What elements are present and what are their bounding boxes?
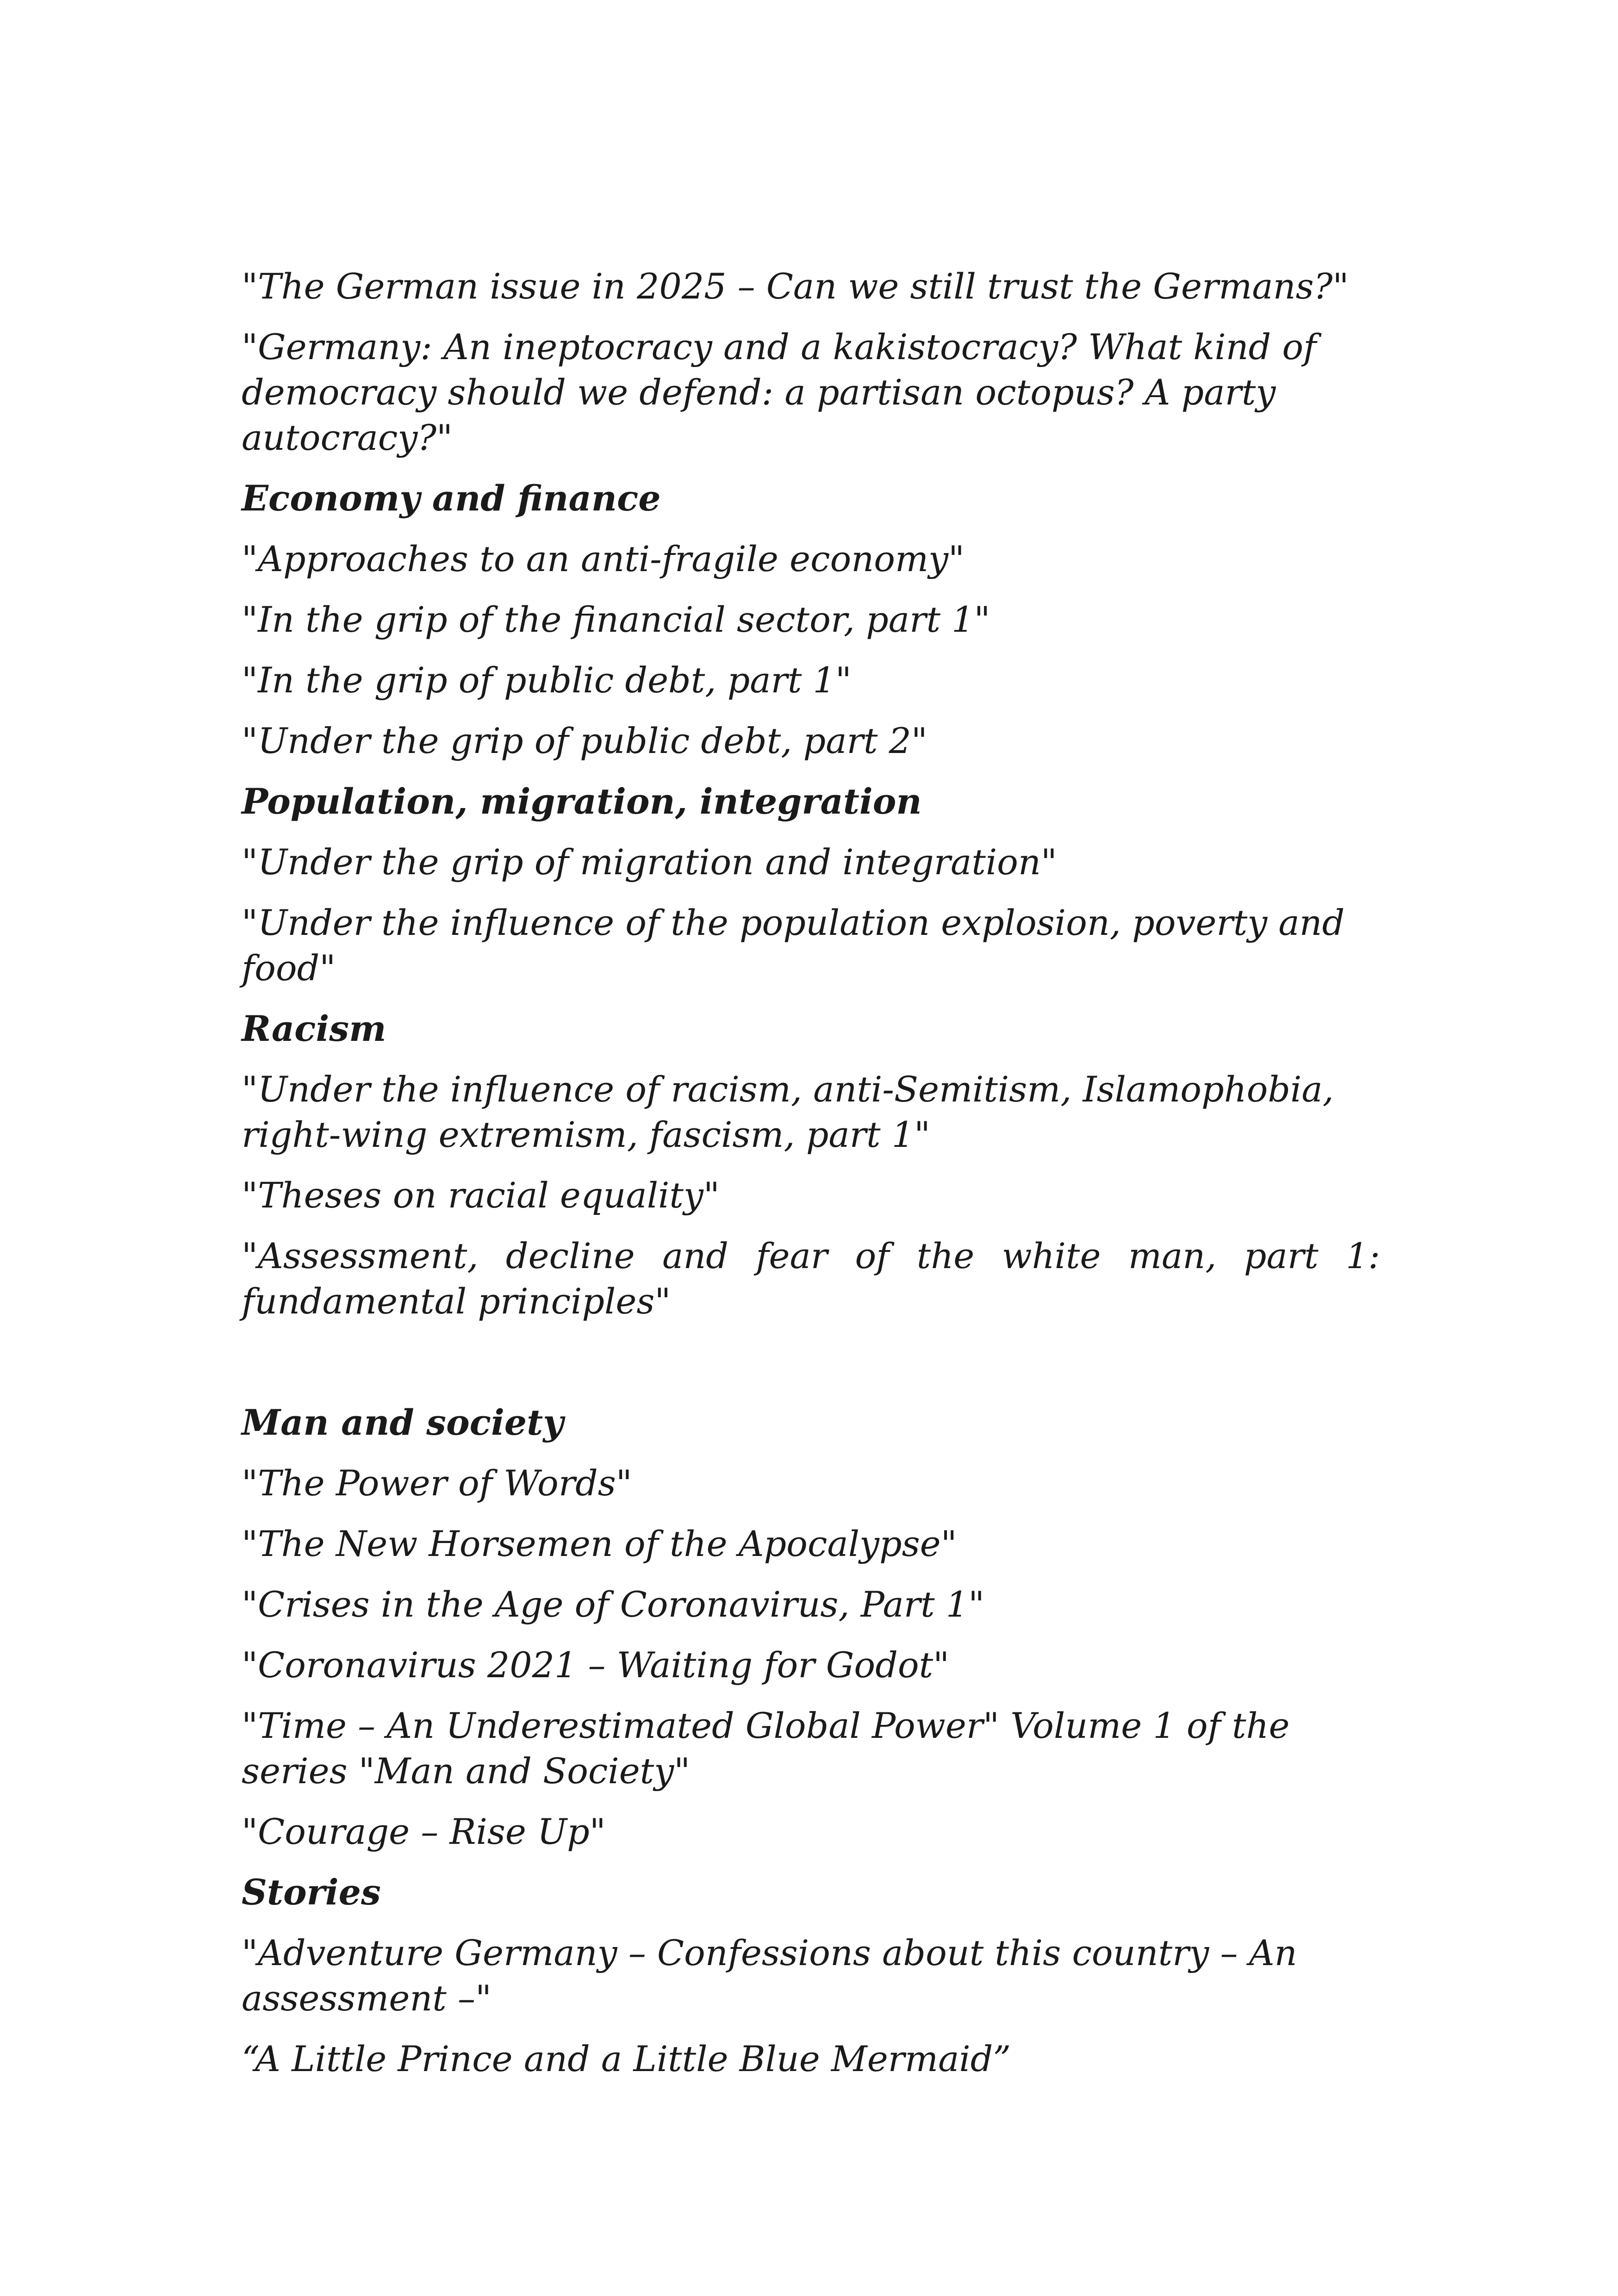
section-heading: Stories	[242, 1872, 381, 1913]
section-heading: Racism	[242, 1008, 386, 1049]
book-title: "Under the grip of public debt, part 2"	[242, 720, 927, 761]
section-racism	[242, 1006, 1380, 1324]
section-heading: Economy and finance	[242, 478, 661, 519]
book-title: "The New Horsemen of the Apocalypse"	[242, 1523, 957, 1564]
document-page	[242, 264, 1380, 2097]
section-stories	[242, 1870, 1380, 2082]
section-man-society	[242, 1400, 1380, 1854]
book-title: "Approaches to an anti-fragile economy"	[242, 538, 965, 579]
book-title: "Theses on racial equality"	[242, 1175, 720, 1216]
book-title: “A Little Prince and a Little Blue Mermaid”	[242, 2038, 1011, 2079]
section-heading: Population, migration, integration	[242, 781, 922, 822]
book-title: "The Power of Words"	[242, 1462, 632, 1504]
book-title: "Courage – Rise Up"	[242, 1811, 606, 1852]
section-population-migration	[242, 779, 1380, 991]
book-title: "Assessment, decline and fear of the white man, part 1: fundamental principles"	[242, 1235, 1380, 1322]
book-title: "Under the influence of racism, anti-Semitism, Islamophobia, right-wing extremism, fascism, part 1"	[242, 1069, 1334, 1155]
section-spacer	[242, 1339, 1380, 1400]
book-title: "Under the grip of migration and integration"	[242, 841, 1057, 883]
intro-title-ineptocracy: "Germany: An ineptocracy and a kakistocracy? What kind of democracy should we defend: a partisan octopus? A party autocracy?"	[242, 326, 1317, 458]
section-economy-finance	[242, 476, 1380, 764]
book-title: "In the grip of public debt, part 1"	[242, 660, 852, 701]
book-title: "Coronavirus 2021 – Waiting for Godot"	[242, 1644, 950, 1686]
section-heading: Man and society	[242, 1402, 564, 1443]
book-title: "Under the influence of the population explosion, poverty and food"	[242, 902, 1345, 989]
book-title: "In the grip of the financial sector, part 1"	[242, 599, 990, 640]
book-title: "Time – An Underestimated Global Power" Volume 1 of the series "Man and Society"	[242, 1705, 1290, 1792]
book-title: "Crises in the Age of Coronavirus, Part 1"	[242, 1584, 985, 1625]
intro-title-german-issue: "The German issue in 2025 – Can we still trust the Germans?"	[242, 266, 1349, 307]
book-title: "Adventure Germany – Confessions about this country – An assessment –"	[242, 1932, 1297, 2019]
